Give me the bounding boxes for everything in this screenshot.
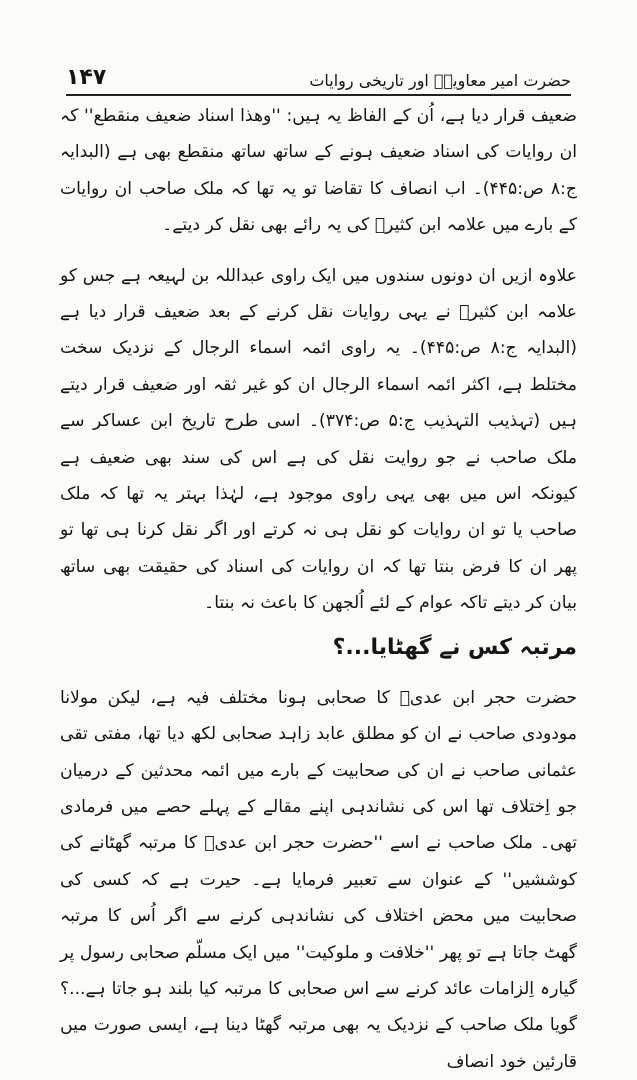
running-title: حضرت امیر معاویہؓ اور تاریخی روایات <box>309 71 571 90</box>
paragraph-2: علاوہ ازیں ان دونوں سندوں میں ایک راوی عبداللہ بن لہیعہ ہے جس کو علامہ ابن کثیرؒ نے یہی روایات نقل کرنے کے بعد ضعیف قرار دیا ہے (البدایہ ج:۸ ص:۴۴۵)۔ یہ راوی ائمہ اسماء الرجال کے نزدیک سخت مختلط ہے، اکثر ائمہ اسماء الرجال ان کو غیر ثقہ اور ضعیف قرار دیتے ہیں (تہذیب التہذیب ج:۵ ص:۳۷۴)۔ اسی طرح تاریخ ابن عساکر سے ملک صاحب نے جو روایت نقل کی ہے اس کی سند بھی ضعیف ہے کیونکہ اس میں بھی یہی راوی موجود ہے، لہٰذا بہتر یہ تھا کہ ملک صاحب یا تو ان روایات کو نقل ہی نہ کرتے اور اگر نقل کرنا ہی تھا تو پھر ان کا فرض بنتا تھا کہ ان روایات کی اسناد کی حقیقت بھی ساتھ بیان کر دیتے تاکہ عوام کے لئے اُلجھن کا باعث نہ بنتا۔ <box>60 265 578 614</box>
page-body <box>60 98 578 1072</box>
page-number: ۱۴۷ <box>66 65 107 90</box>
paragraph-3: حضرت حجر ابن عدیؓ کا صحابی ہونا مختلف فیہ ہے، لیکن مولانا مودودی صاحب نے ان کو مطلق عابد زاہد صحابی لکھ دیا تھا، مفتی تقی عثمانی صاحب نے ان کی صحابیت کے بارے میں ائمہ محدثین کے درمیان جو اِختلاف تھا اس کی نشاندہی اپنے مقالے کے پہلے حصے میں فرمادی تھی۔ ملک صاحب نے اسے ''حضرت حجر ابن عدیؓ کا مرتبہ گھٹانے کی کوششیں'' کے عنوان سے تعبیر فرمایا ہے۔ حیرت ہے کہ کسی کی صحابیت میں محض اختلاف کی نشاندہی کرنے سے اگر اُس کا مرتبہ گھٹ جاتا ہے تو پھر ''خلافت و ملوکیت'' میں ایک مسلّم صحابی رسول پر گیارہ اِلزامات عائد کرنے سے اس صحابی کا مرتبہ کیا بلند ہو جاتا ہے...؟ گویا ملک صاحب کے نزدیک یہ بھی مرتبہ گھٹا دینا ہے، ایسی صورت میں قارئین خود انصاف <box>60 687 577 1072</box>
paragraph-1: ضعیف قرار دیا ہے، اُن کے الفاظ یہ ہیں: ''وھذا اسناد ضعیف منقطع'' کہ ان روایات کی اسناد ضعیف ہونے کے ساتھ ساتھ منقطع بھی ہے (البدایہ ج:۸ ص:۴۴۵)۔ اب انصاف کا تقاضا تو یہ تھا کہ ملک صاحب ان روایات کے بارے میں علامہ ابن کثیرؒ کی یہ رائے بھی نقل کر دیتے۔ <box>60 106 577 236</box>
section-heading: مرتبہ کس نے گھٹایا...؟ <box>332 634 577 660</box>
page-header <box>66 56 571 96</box>
